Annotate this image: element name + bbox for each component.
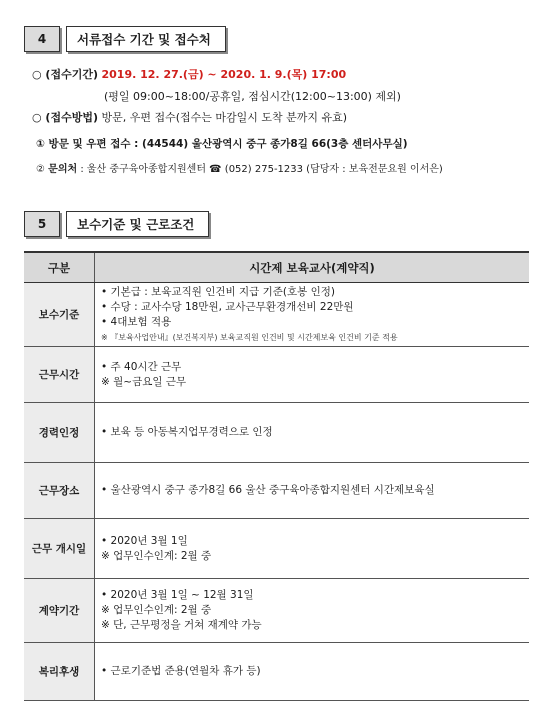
table-header-row <box>24 252 529 283</box>
column-header-detail: 시간제 보육교사(계약직) <box>95 252 530 283</box>
row-label-contract: 계약기간 <box>24 579 95 643</box>
table-row-location <box>24 463 529 519</box>
row-value-salary <box>95 283 530 347</box>
row-label-salary: 보수기준 <box>24 283 95 347</box>
row-label-welfare: 복리후생 <box>24 643 95 701</box>
table-row-salary <box>24 283 529 347</box>
row-value-welfare <box>95 643 530 701</box>
row-label-start-date: 근무 개시일 <box>24 519 95 579</box>
hours-line-2: ※ 월~금요일 근무 <box>101 375 187 388</box>
section-4-title: 서류접수 기간 및 접수처 <box>66 26 226 52</box>
row-label-career: 경력인정 <box>24 403 95 463</box>
row-value-career <box>95 403 530 463</box>
start-date-line-2: ※ 업무인수인계: 2월 중 <box>101 549 212 562</box>
table-row-hours <box>24 347 529 403</box>
section-5-title: 보수기준 및 근로조건 <box>66 211 209 237</box>
hours-line-1: • 주 40시간 근무 <box>101 360 182 373</box>
method-value: 방문, 우편 접수(접수는 마감일시 도착 분까지 유효) <box>101 111 348 124</box>
start-date-line-1: • 2020년 3월 1일 <box>101 534 188 547</box>
salary-line-1: • 기본급 : 보육교직원 인건비 지급 기준(호봉 인정) <box>101 285 336 298</box>
section-4-number: 4 <box>24 26 60 52</box>
period-hours: (평일 09:00~18:00/공휴일, 점심시간(12:00~13:00) 제외) <box>104 90 401 103</box>
location-line-1: • 울산광역시 중구 종가8길 66 울산 중구육아종합지원센터 시간제보육실 <box>101 484 435 496</box>
row-value-hours <box>95 347 530 403</box>
row-value-start-date <box>95 519 530 579</box>
inquiry-text: : 울산 중구육아종합지원센터 ☎ (052) 275-1233 (담당자 : 보육전문요원 이서은) <box>80 164 443 175</box>
salary-note: ※ 『보육사업안내』(보건복지부) 보육교직원 인건비 및 시간제보육 인건비 기준 적용 <box>101 332 398 342</box>
row-value-location <box>95 463 530 519</box>
column-header-category: 구분 <box>24 252 95 283</box>
method-label: ○ (접수방법) <box>32 111 98 124</box>
welfare-line-1: • 근로기준법 준용(연월차 휴가 등) <box>101 665 261 677</box>
inquiry-label: 문의처 <box>48 164 78 175</box>
table-row-welfare <box>24 643 529 701</box>
visit-line <box>36 136 408 151</box>
section-4-header <box>24 26 226 52</box>
conditions-table <box>24 251 529 701</box>
visit-marker: ① <box>36 138 45 150</box>
salary-line-2: • 수당 : 교사수당 18만원, 교사근무환경개선비 22만원 <box>101 300 354 313</box>
table-row-contract <box>24 579 529 643</box>
row-label-location: 근무장소 <box>24 463 95 519</box>
inquiry-marker: ② <box>36 164 45 175</box>
row-label-hours: 근무시간 <box>24 347 95 403</box>
row-value-contract <box>95 579 530 643</box>
contract-line-1: • 2020년 3월 1일 ~ 12월 31일 <box>101 589 254 601</box>
table-row-career <box>24 403 529 463</box>
period-line <box>32 66 346 82</box>
career-line-1: • 보육 등 아동복지업무경력으로 인정 <box>101 426 273 438</box>
period-value: 2019. 12. 27.(금) ~ 2020. 1. 9.(목) 17:00 <box>101 68 347 81</box>
salary-line-3: • 4대보험 적용 <box>101 315 172 328</box>
inquiry-line <box>36 160 443 175</box>
period-label: ○ (접수기간) <box>32 68 98 81</box>
method-line <box>32 109 347 125</box>
contract-line-2: ※ 업무인수인계: 2월 중 <box>101 604 212 616</box>
section-5-header <box>24 211 209 237</box>
visit-text: 방문 및 우편 접수 : (44544) 울산광역시 중구 종가8길 66(3층 센터사무실) <box>48 138 408 150</box>
contract-line-3: ※ 단, 근무평정을 거쳐 재계약 가능 <box>101 619 262 631</box>
section-5-number: 5 <box>24 211 60 237</box>
table-row-start-date <box>24 519 529 579</box>
